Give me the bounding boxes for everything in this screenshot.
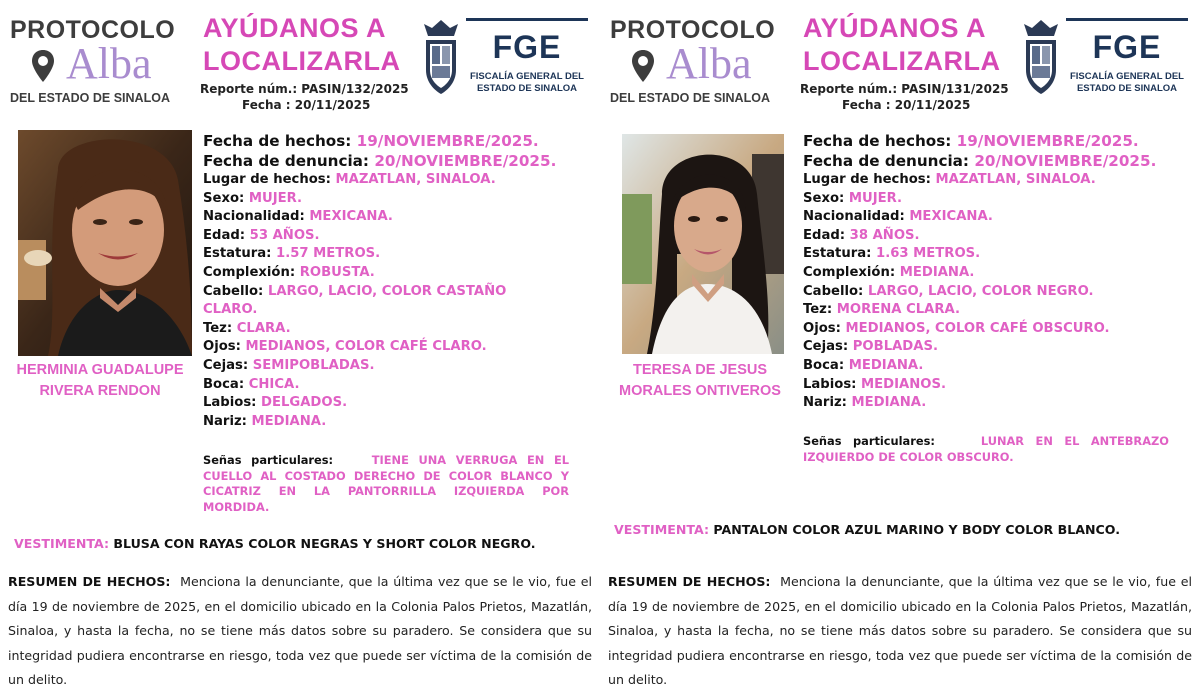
alba-text: Alba	[66, 39, 152, 88]
vestimenta-value: BLUSA CON RAYAS COLOR NEGRAS Y SHORT COLOR NEGRO.	[113, 536, 536, 551]
detail-label: Complexión:	[203, 264, 296, 280]
detail-value: MAZATLAN, SINALOA.	[335, 172, 496, 187]
detail-nacionalidad	[203, 208, 556, 227]
vestimenta-label: VESTIMENTA:	[14, 536, 110, 551]
detail-value: POBLADAS.	[852, 339, 938, 355]
detail-ojos	[803, 320, 1156, 339]
detail-tez	[203, 320, 556, 339]
report-number: Reporte núm.: PASIN/131/2025	[800, 82, 1009, 96]
report-date: Fecha : 20/11/2025	[842, 98, 971, 112]
detail-cabello-continued: CLARO.	[203, 302, 258, 318]
detail-label: Nacionalidad:	[803, 209, 905, 225]
detail-value: CHICA.	[248, 376, 300, 392]
alba-text: Alba	[666, 39, 752, 88]
person-name-line-1: TERESA DE JESUS	[632, 362, 768, 378]
detail-value: 1.57 METROS.	[276, 246, 381, 262]
senas-particulares	[803, 434, 1169, 465]
fge-subtitle-line-2: ESTADO DE SINALOA	[476, 83, 578, 94]
senas-value: LUNAR EN EL ANTEBRAZO IZQUIERDO DE COLOR OBSCURO.	[803, 434, 1169, 464]
detail-value: LARGO, LACIO, COLOR CASTAÑO	[267, 283, 507, 299]
detail-fecha-hechos	[803, 131, 1156, 151]
detail-estatura	[203, 245, 556, 264]
detail-value: MUJER.	[248, 190, 303, 206]
detail-label: Tez:	[803, 302, 833, 318]
detail-label: Edad:	[803, 227, 846, 243]
fge-subtitle	[1066, 71, 1188, 95]
fge-subtitle-line-1: FISCALÍA GENERAL DEL	[469, 71, 584, 82]
senas-label: Señas particulares:	[203, 453, 334, 467]
detail-lugar	[803, 171, 1156, 190]
fge-logo	[1066, 18, 1188, 103]
detail-value: 53 AÑOS.	[249, 227, 320, 243]
detail-value: MEDIANA.	[851, 395, 927, 411]
detail-labios	[803, 376, 1156, 395]
detail-label: Lugar de hechos:	[803, 172, 931, 187]
person-details	[803, 131, 1156, 413]
detail-value: MORENA CLARA.	[836, 302, 960, 318]
detail-nacionalidad	[803, 208, 1156, 227]
detail-label: Sexo:	[203, 190, 245, 206]
detail-label: Complexión:	[803, 264, 896, 280]
ayudanos-heading	[803, 12, 1000, 78]
resumen-de-hechos	[8, 570, 592, 693]
detail-label: Boca:	[203, 376, 245, 392]
detail-label: Ojos:	[803, 320, 841, 336]
detail-value: MEDIANOS, COLOR CAFÉ CLARO.	[245, 339, 487, 355]
person-name-line-1: HERMINIA GUADALUPE	[16, 362, 184, 378]
detail-sexo	[203, 190, 556, 209]
detail-label: Lugar de hechos:	[203, 172, 331, 187]
detail-value: SEMIPOBLADAS.	[252, 357, 375, 373]
detail-label: Cabello:	[203, 283, 264, 299]
detail-nariz	[203, 413, 556, 432]
protocolo-text: PROTOCOLO	[610, 16, 776, 44]
detail-value: MEDIANOS.	[861, 376, 946, 392]
fge-subtitle-line-2: ESTADO DE SINALOA	[1076, 83, 1178, 94]
detail-edad	[203, 227, 556, 246]
detail-value: 20/NOVIEMBRE/2025.	[374, 152, 557, 170]
detail-label: Fecha de hechos:	[203, 132, 352, 150]
detail-label: Nacionalidad:	[203, 209, 305, 225]
fge-subtitle-line-1: FISCALÍA GENERAL DEL	[1069, 71, 1184, 82]
detail-value: 20/NOVIEMBRE/2025.	[974, 152, 1157, 170]
person-photo	[18, 130, 192, 356]
detail-value: MEDIANOS, COLOR CAFÉ OBSCURO.	[845, 320, 1110, 336]
missing-person-poster-2	[600, 0, 1200, 688]
detail-value: MEDIANA.	[899, 264, 975, 280]
detail-value: MUJER.	[848, 190, 903, 206]
detail-value: MEXICANA.	[909, 209, 993, 225]
ayudanos-line-1: AYÚDANOS A	[203, 13, 387, 43]
fge-text: FGE	[492, 29, 562, 65]
resumen-text: Menciona la denunciante, que la última vez que se le vio, fue el día 19 de noviembre de 2025, en el domicilio ubicado en la Colonia Palos Prietos, Mazatlán, Sinaloa, y hasta la fecha, no se tiene más datos sobre su paradero. Se considera que su integridad pudiera encontrarse en riesgo, toda vez que puede ser víctima de la comisión de un delito.	[608, 574, 1193, 688]
detail-value: MEXICANA.	[309, 209, 393, 225]
location-pin-icon	[630, 48, 656, 84]
detail-value: CLARA.	[236, 320, 291, 336]
detail-complexion	[803, 264, 1156, 283]
detail-estatura	[803, 245, 1156, 264]
person-details	[203, 131, 556, 431]
detail-label: Cejas:	[803, 339, 849, 355]
resumen-label: RESUMEN DE HECHOS:	[8, 574, 171, 589]
estado-text: DEL ESTADO DE SINALOA	[10, 91, 170, 105]
detail-value: MEDIANA.	[848, 357, 924, 373]
detail-fecha-denuncia	[803, 151, 1156, 171]
detail-label: Ojos:	[203, 339, 241, 355]
ayudanos-line-1: AYÚDANOS A	[803, 13, 987, 43]
sinaloa-seal-icon	[1020, 18, 1062, 98]
person-name	[0, 360, 200, 402]
protocolo-text: PROTOCOLO	[10, 16, 176, 44]
ayudanos-line-2: LOCALIZARLA	[803, 46, 1001, 76]
detail-label: Boca:	[803, 357, 845, 373]
detail-tez	[803, 301, 1156, 320]
detail-label: Edad:	[203, 227, 246, 243]
resumen-de-hechos	[608, 570, 1192, 693]
report-date: Fecha : 20/11/2025	[242, 98, 371, 112]
resumen-label: RESUMEN DE HECHOS:	[608, 574, 771, 589]
detail-fecha-hechos	[203, 131, 556, 151]
detail-complexion	[203, 264, 556, 283]
detail-cabello	[203, 283, 556, 302]
person-name-line-2: RIVERA RENDON	[39, 383, 161, 399]
detail-edad	[803, 227, 1156, 246]
location-pin-icon	[30, 48, 56, 84]
detail-label: Sexo:	[803, 190, 845, 206]
report-number: Reporte núm.: PASIN/132/2025	[200, 82, 409, 96]
detail-value: ROBUSTA.	[299, 264, 375, 280]
detail-nariz	[803, 394, 1156, 413]
detail-label: Tez:	[203, 320, 233, 336]
detail-value: MAZATLAN, SINALOA.	[935, 172, 1096, 187]
person-photo	[622, 134, 784, 354]
sinaloa-seal-icon	[420, 18, 462, 98]
detail-label: Estatura:	[203, 246, 272, 262]
senas-label: Señas particulares:	[803, 434, 935, 448]
detail-lugar	[203, 171, 556, 190]
senas-value: TIENE UNA VERRUGA EN EL CUELLO AL COSTADO DERECHO DE COLOR BLANCO Y CICATRIZ EN LA PANTORRILLA IZQUIERDA POR MORDIDA.	[203, 453, 569, 514]
vestimenta-value: PANTALON COLOR AZUL MARINO Y BODY COLOR BLANCO.	[713, 522, 1120, 537]
detail-value: 19/NOVIEMBRE/2025.	[356, 132, 539, 150]
detail-value: DELGADOS.	[261, 395, 348, 411]
detail-label: Cabello:	[803, 283, 864, 299]
detail-cejas	[803, 338, 1156, 357]
detail-ojos	[203, 338, 556, 357]
detail-sexo	[803, 190, 1156, 209]
fge-logo	[466, 18, 588, 103]
protocolo-alba-logo	[8, 14, 188, 106]
detail-label: Fecha de hechos:	[803, 132, 952, 150]
detail-boca	[803, 357, 1156, 376]
fge-subtitle	[466, 71, 588, 95]
resumen-text: Menciona la denunciante, que la última vez que se le vio, fue el día 19 de noviembre de 2025, en el domicilio ubicado en la Colonia Palos Prietos, Mazatlán, Sinaloa, y hasta la fecha, no se tiene más datos sobre su paradero. Se considera que su integridad pudiera encontrarse en riesgo, toda vez que puede ser víctima de la comisión de un delito.	[8, 574, 593, 688]
fge-text: FGE	[1092, 29, 1162, 65]
detail-value: 1.63 METROS.	[876, 246, 981, 262]
detail-label: Fecha de denuncia:	[203, 152, 370, 170]
ayudanos-line-2: LOCALIZARLA	[203, 46, 401, 76]
detail-label: Labios:	[203, 395, 257, 411]
ayudanos-heading	[203, 12, 400, 78]
senas-particulares	[203, 453, 569, 515]
detail-label: Nariz:	[203, 413, 247, 429]
detail-label: Nariz:	[803, 395, 847, 411]
vestimenta	[614, 522, 1120, 537]
detail-value: 38 AÑOS.	[849, 227, 920, 243]
detail-label: Estatura:	[803, 246, 872, 262]
detail-cejas	[203, 357, 556, 376]
detail-label: Fecha de denuncia:	[803, 152, 970, 170]
detail-label: Labios:	[803, 376, 857, 392]
detail-boca	[203, 376, 556, 395]
estado-text: DEL ESTADO DE SINALOA	[610, 91, 770, 105]
detail-labios	[203, 394, 556, 413]
detail-cabello	[803, 283, 1156, 302]
detail-fecha-denuncia	[203, 151, 556, 171]
protocolo-alba-logo	[608, 14, 788, 106]
person-name-line-2: MORALES ONTIVEROS	[619, 383, 781, 399]
vestimenta	[14, 536, 536, 551]
vestimenta-label: VESTIMENTA:	[614, 522, 710, 537]
person-name	[600, 360, 800, 402]
detail-value: MEDIANA.	[251, 413, 327, 429]
missing-person-poster-1	[0, 0, 600, 688]
detail-label: Cejas:	[203, 357, 249, 373]
detail-value: LARGO, LACIO, COLOR NEGRO.	[867, 283, 1094, 299]
detail-value: 19/NOVIEMBRE/2025.	[956, 132, 1139, 150]
